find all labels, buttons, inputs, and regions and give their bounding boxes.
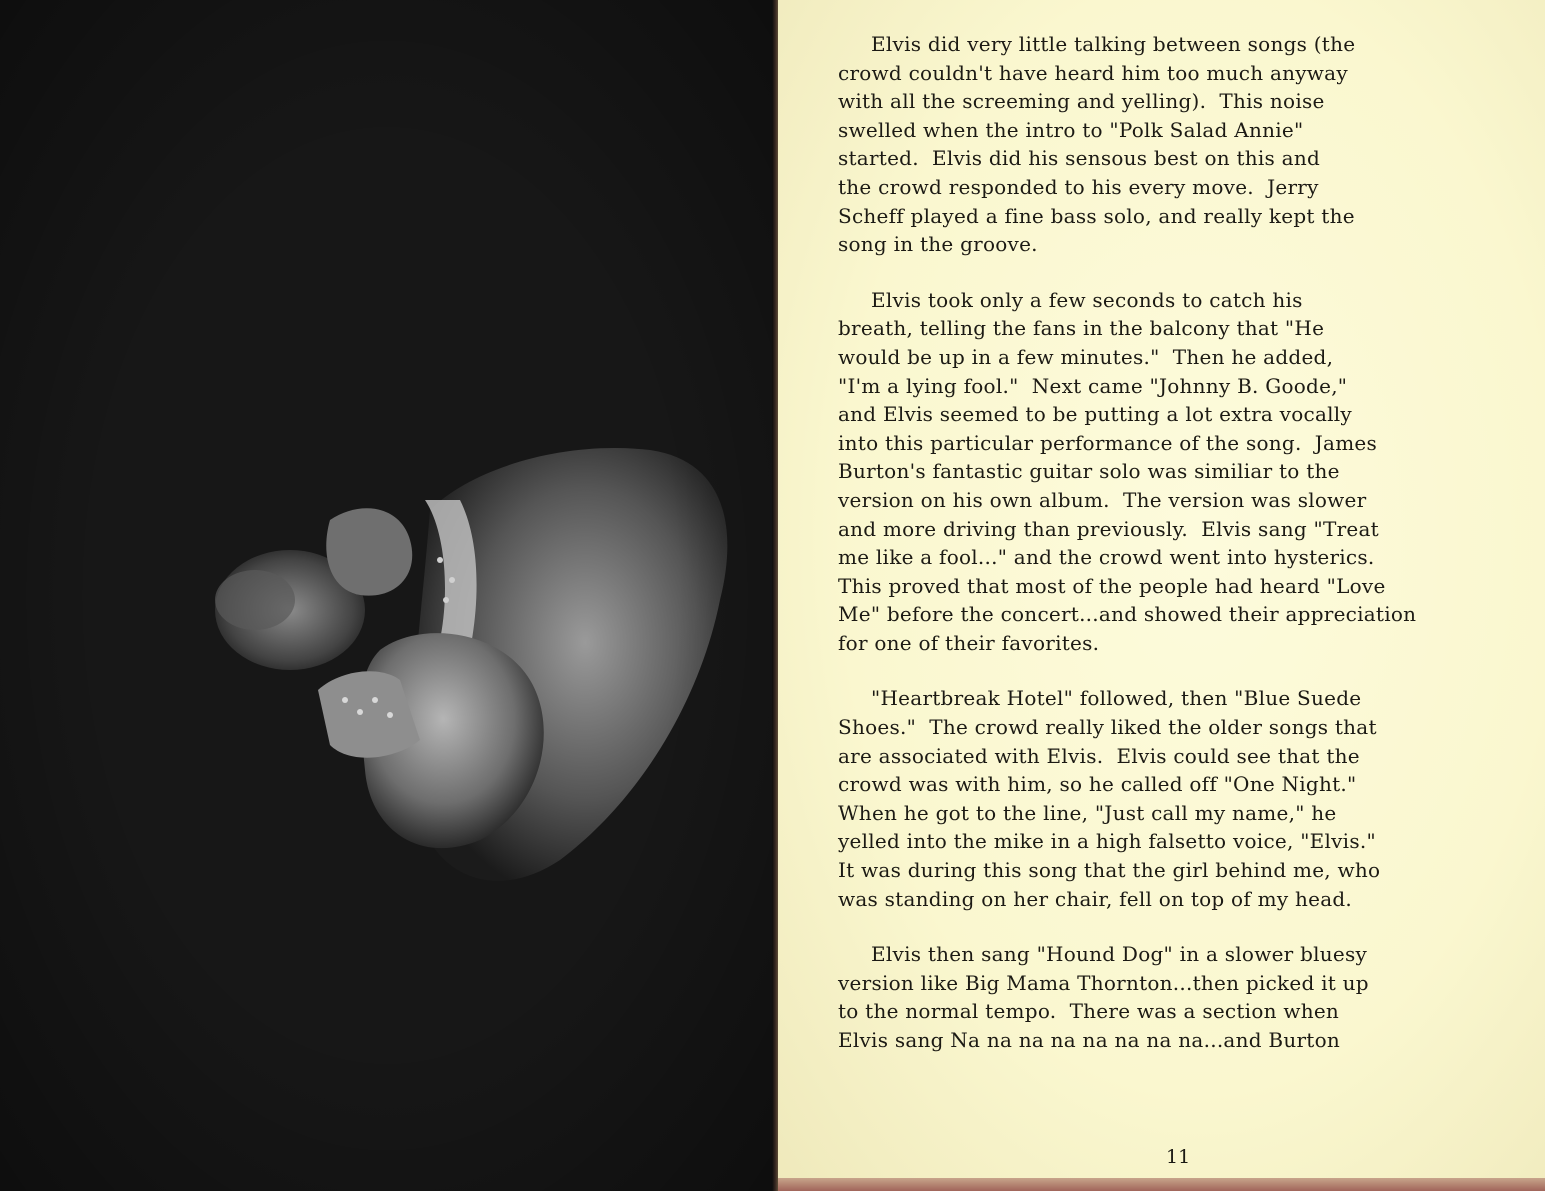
text-line: version on his own album. The version was slower [838,487,1367,512]
text-line: and more driving than previously. Elvis sang "Treat [838,516,1379,541]
text-line: crowd was with him, so he called off "One Night." [838,772,1357,797]
text-line: me like a fool..." and the crowd went into hysterics. [838,545,1375,570]
paragraph [838,30,1538,259]
text-line: to the normal tempo. There was a section when [838,999,1340,1024]
text-line: "I'm a lying fool." Next came "Johnny B. Goode," [838,373,1348,398]
text-line: was standing on her chair, fell on top of my head. [838,886,1353,911]
text-line: with all the screeming and yelling). This noise [838,89,1325,114]
text-line: Scheff played a fine bass solo, and really kept the [838,203,1355,228]
text-line: It was during this song that the girl behind me, who [838,858,1381,883]
text-line: for one of their favorites. [838,630,1100,655]
text-line: "Heartbreak Hotel" followed, then "Blue Suede [838,686,1362,711]
text-line: into this particular performance of the song. James [838,430,1378,455]
book-bottom-edge [778,1178,1545,1191]
page-number: 11 [1166,1146,1191,1168]
text-line: When he got to the line, "Just call my name," he [838,800,1337,825]
text-line: crowd couldn't have heard him too much anyway [838,60,1348,85]
text-line: version like Big Mama Thornton...then picked it up [838,970,1369,995]
right-page [778,0,1545,1191]
paragraph [838,684,1538,913]
text-line: swelled when the intro to "Polk Salad Annie" [838,117,1304,142]
text-line: Shoes." The crowd really liked the older songs that [838,715,1377,740]
text-line: This proved that most of the people had heard "Love [838,573,1386,598]
text-line: yelled into the mike in a high falsetto voice, "Elvis." [838,829,1376,854]
text-line: are associated with Elvis. Elvis could see that the [838,743,1360,768]
text-line: song in the groove. [838,232,1038,257]
text-line: Elvis then sang "Hound Dog" in a slower bluesy [838,942,1368,967]
text-line: Me" before the concert...and showed their appreciation [838,602,1417,627]
text-line: breath, telling the fans in the balcony that "He [838,316,1325,341]
text-line: and Elvis seemed to be putting a lot extra vocally [838,402,1352,427]
body-text [838,30,1538,1082]
text-line: the crowd responded to his every move. Jerry [838,174,1319,199]
text-line: Elvis took only a few seconds to catch his [838,287,1303,312]
text-line: would be up in a few minutes." Then he added, [838,344,1334,369]
text-line: Elvis sang Na na na na na na na na...and Burton [838,1028,1340,1052]
text-line: started. Elvis did his sensous best on this and [838,146,1321,171]
paragraph [838,940,1538,1054]
paragraph [838,286,1538,658]
text-line: Elvis did very little talking between songs (the [838,32,1356,56]
text-line: Burton's fantastic guitar solo was similiar to the [838,459,1340,484]
